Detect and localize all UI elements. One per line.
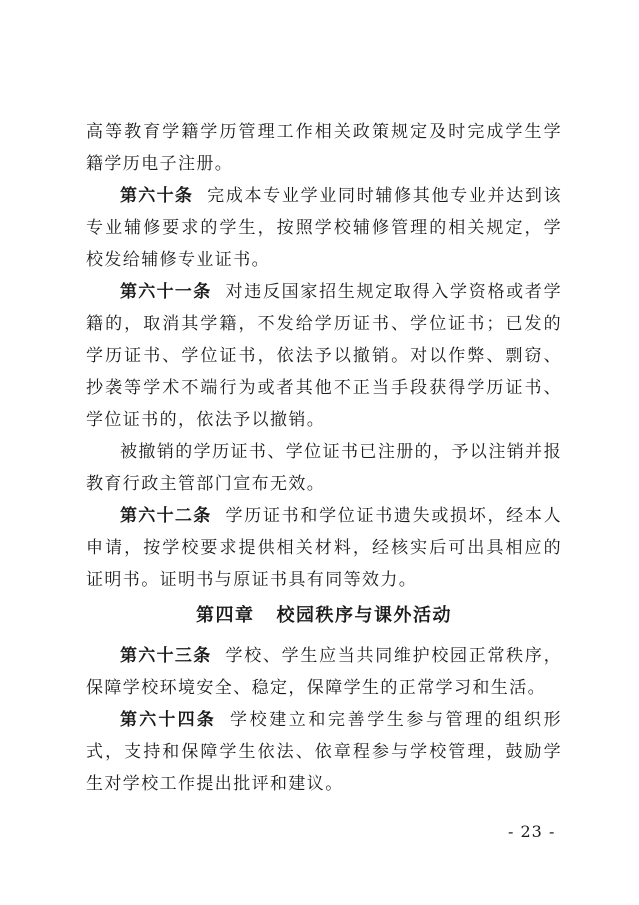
article-number: 第六十四条 xyxy=(120,710,216,730)
paragraph-text: 完成本专业学业同时辅修其他专业并达到该专业辅修要求的学生，按照学校辅修管理的相关规定，学校发给辅修专业证书。 xyxy=(86,186,562,270)
article-63 xyxy=(86,640,562,704)
chapter-heading xyxy=(86,598,562,634)
article-61-paragraph-2 xyxy=(86,436,562,500)
article-number: 第六十条 xyxy=(120,186,194,206)
chapter-number: 第四章 xyxy=(196,605,255,626)
paragraph-text: 高等教育学籍学历管理工作相关政策规定及时完成学生学籍学历电子注册。 xyxy=(86,122,562,174)
article-number: 第六十二条 xyxy=(120,506,212,526)
chapter-title: 校园秩序与课外活动 xyxy=(276,605,452,626)
paragraph-text: 对违反国家招生规定取得入学资格或者学籍的，取消其学籍，不发给学历证书、学位证书；已发的学历证书、学位证书，依法予以撤销。对以作弊、剽窃、抄袭等学术不端行为或者其他不正当手段获得学历证书、学位证书的，依法予以撤销。 xyxy=(86,282,562,430)
article-60 xyxy=(86,180,562,276)
article-62 xyxy=(86,500,562,596)
article-number: 第六十三条 xyxy=(120,646,212,666)
paragraph-text: 学校建立和完善学生参与管理的组织形式，支持和保障学生依法、依章程参与学校管理，鼓励学生对学校工作提出批评和建议。 xyxy=(86,710,562,794)
paragraph-continuation xyxy=(86,116,562,180)
paragraph-text: 学校、学生应当共同维护校园正常秩序，保障学校环境安全、稳定，保障学生的正常学习和生活。 xyxy=(86,646,562,698)
paragraph-text: 学历证书和学位证书遗失或损坏，经本人申请，按学校要求提供相关材料，经核实后可出具相应的证明书。证明书与原证书具有同等效力。 xyxy=(86,506,562,590)
paragraph-text: 被撤销的学历证书、学位证书已注册的，予以注销并报教育行政主管部门宣布无效。 xyxy=(86,442,562,494)
article-61 xyxy=(86,276,562,436)
page-number: - 23 - xyxy=(508,822,556,841)
article-64 xyxy=(86,704,562,800)
article-number: 第六十一条 xyxy=(120,282,212,302)
document-body xyxy=(86,116,562,800)
